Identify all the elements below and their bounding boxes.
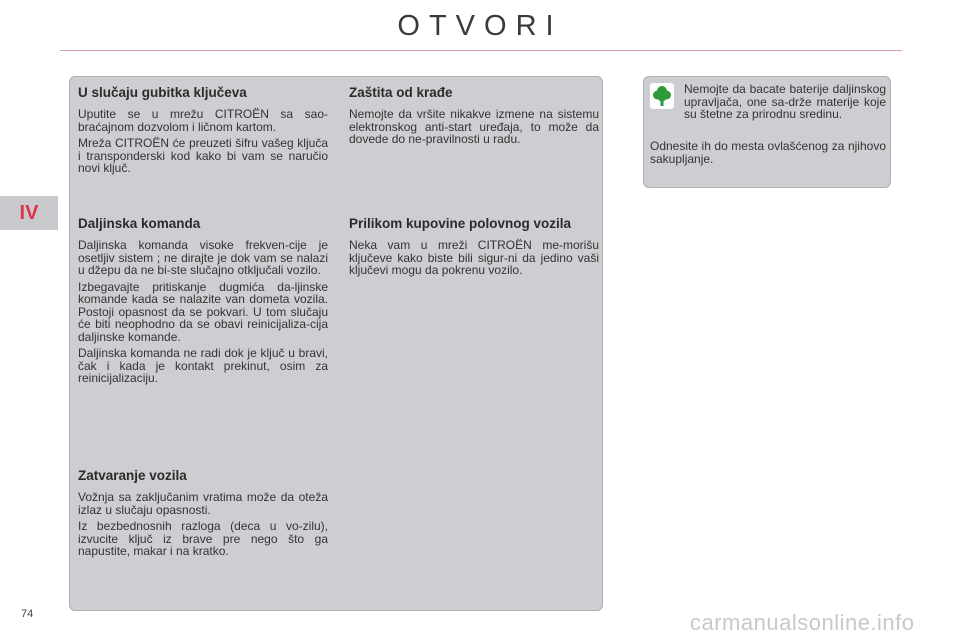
note-paragraph: Nemojte da bacate baterije daljinskog upravljača, one sa-drže materije koje su štetne za prirodnu sredinu.	[684, 82, 886, 121]
section-lost-keys	[78, 85, 328, 179]
paragraph: Uputite se u mrežu CITROËN sa sao-braćajnom dozvolom i ličnom kartom.	[78, 107, 328, 134]
section-heading: U slučaju gubitka ključeva	[78, 85, 247, 100]
title-divider	[60, 50, 902, 51]
page-number: 74	[21, 608, 34, 620]
section-theft-protection	[349, 85, 599, 150]
paragraph: Izbegavajte pritiskanje dugmića da-ljinske komande kada se nalazite van dometa vozila. Postoji opasnost da se pokvari. U tom slučaju će biti neophodno da se obavi reinicijaliza-cija daljinske komande.	[78, 279, 328, 344]
paragraph: Mreža CITROËN će preuzeti šifru vašeg ključa i transponderski kod kako bi vam se naručio novi ključ.	[78, 136, 328, 175]
environment-note	[643, 76, 891, 188]
paragraph: Daljinska komanda ne radi dok je ključ u bravi, čak i kada je kontakt prekinut, osim za reinicijalizaciju.	[78, 346, 328, 385]
section-heading: Zaštita od krađe	[349, 85, 453, 100]
paragraph: Vožnja sa zaključanim vratima može da oteža izlaz u slučaju opasnosti.	[78, 490, 328, 517]
section-locking-vehicle	[78, 468, 328, 562]
note-paragraph: Odnesite ih do mesta ovlašćenog za njihovo sakupljanje.	[650, 139, 886, 166]
chapter-tab: IV	[0, 196, 58, 230]
section-used-vehicle	[349, 216, 599, 281]
section-heading: Zatvaranje vozila	[78, 468, 187, 483]
watermark: carmanualsonline.info	[690, 610, 915, 635]
paragraph: Neka vam u mreži CITROËN me-morišu ključeve kako biste bili sigur-ni da jedino vaši ključevi mogu da pokrenu vozilo.	[349, 238, 599, 277]
section-heading: Daljinska komanda	[78, 216, 201, 231]
section-remote-control	[78, 216, 328, 389]
tree-icon	[650, 83, 674, 109]
section-heading: Prilikom kupovine polovnog vozila	[349, 216, 572, 231]
main-panel	[69, 76, 603, 611]
page-title: OTVORI	[397, 10, 563, 42]
paragraph: Daljinska komanda visoke frekven-cije je osetljiv sistem ; ne dirajte je dok vam se nalazi u džepu da ne bi-ste slučajno otključali vozilo.	[78, 238, 328, 277]
paragraph: Iz bezbednosnih razloga (deca u vo-zilu), izvucite ključ iz brave pre nego što ga napustite, makar i na kratko.	[78, 519, 328, 558]
paragraph: Nemojte da vršite nikakve izmene na sistemu elektronskog anti-start uređaja, to može da dovede do ne-pravilnosti u radu.	[349, 107, 599, 146]
